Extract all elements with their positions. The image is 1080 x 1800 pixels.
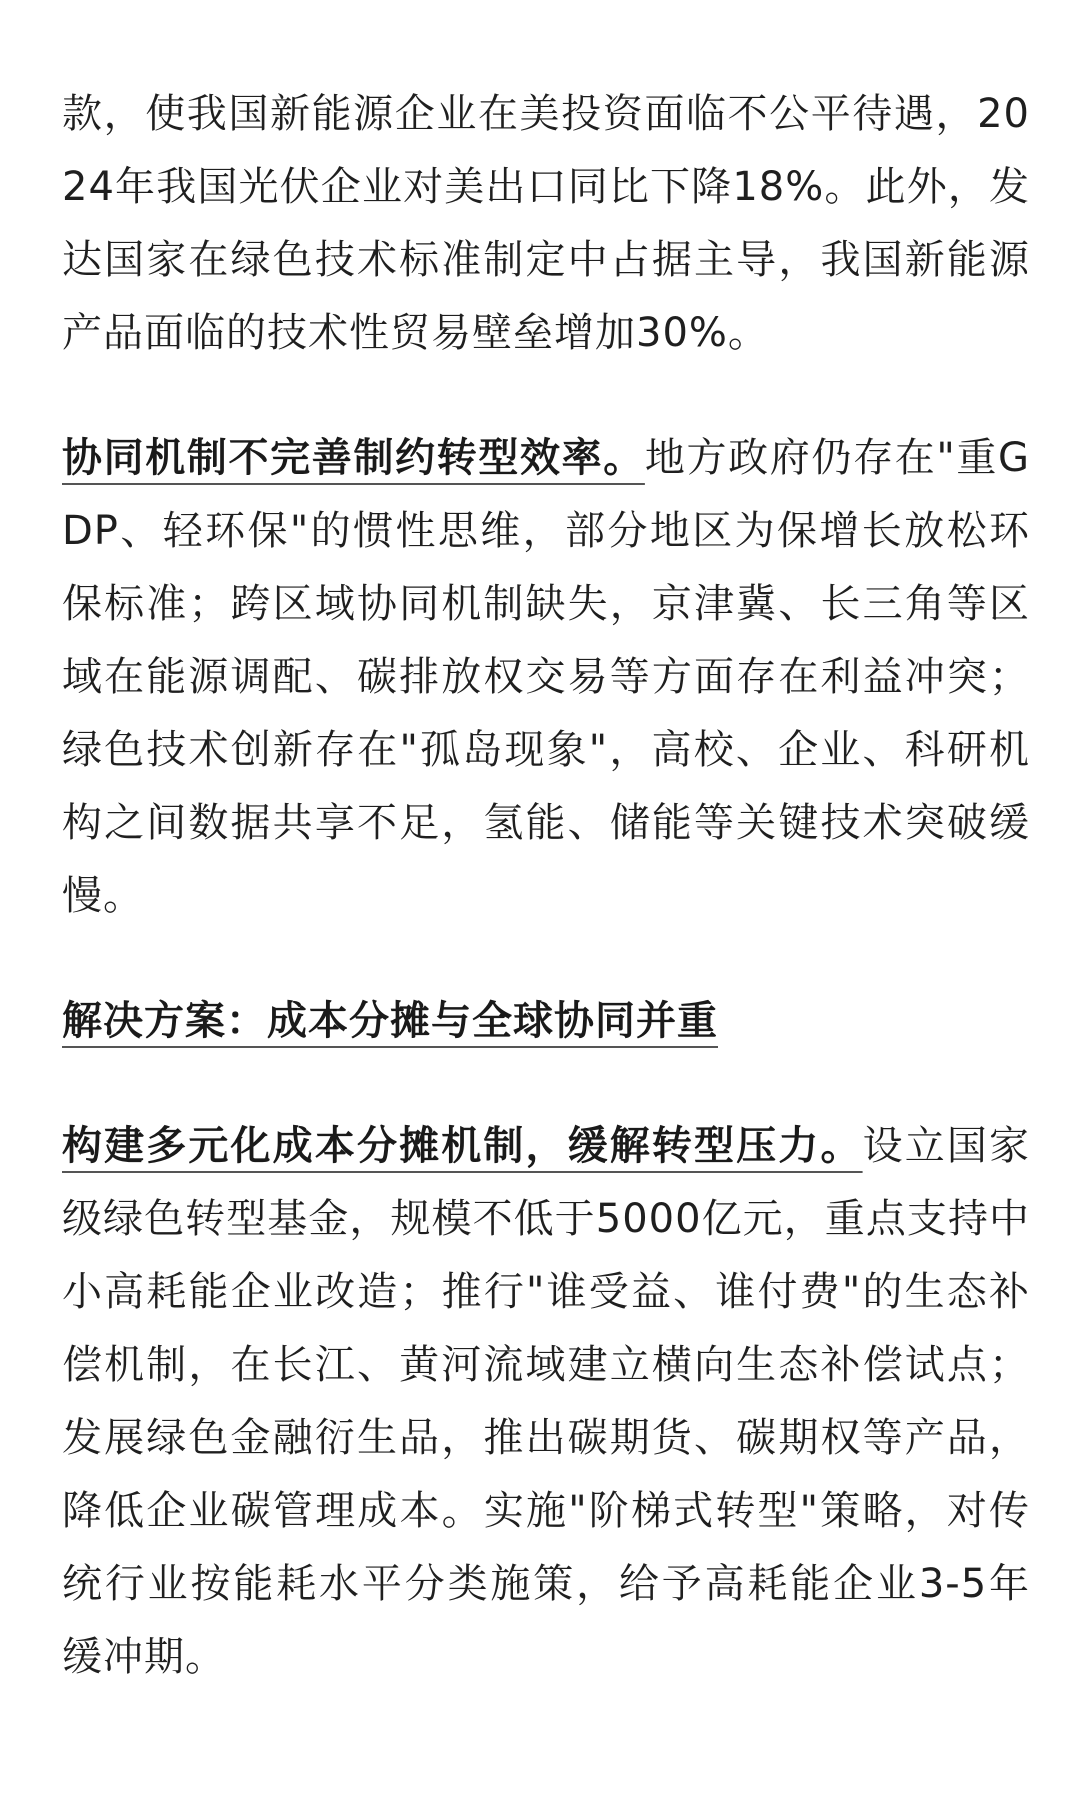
paragraph-trade-barriers: 款，使我国新能源企业在美投资面临不公平待遇，2024年我国光伏企业对美出口同比下降18%。此外，发达国家在绿色技术标准制定中占据主导，我国新能源产品面临的技术性贸易壁垒增加30%。 [62, 91, 1030, 356]
paragraph-body-cost-sharing: 设立国家级绿色转型基金，规模不低于5000亿元，重点支持中小高耗能企业改造；推行"谁受益、谁付费"的生态补偿机制，在长江、黄河流域建立横向生态补偿试点；发展绿色金融衍生品，推出碳期货、碳期权等产品，降低企业碳管理成本。实施"阶梯式转型"策略，对传统行业按能耗水平分类施策，给予高耗能企业3-5年缓冲期。 [62, 1123, 1031, 1680]
paragraph-lead-coordination: 协同机制不完善制约转型效率。 [62, 435, 645, 481]
paragraph-body-coordination: 地方政府仍存在"重GDP、轻环保"的惯性思维，部分地区为保增长放松环保标准；跨区域协同机制缺失，京津冀、长三角等区域在能源调配、碳排放权交易等方面存在利益冲突；绿色技术创新存在"孤岛现象"，高校、企业、科研机构之间数据共享不足，氢能、储能等关键技术突破缓慢。 [62, 435, 1030, 919]
paragraph-cost-sharing [62, 1110, 1030, 1694]
section-heading-container [62, 985, 1030, 1058]
paragraph-coordination [62, 422, 1030, 933]
section-heading: 解决方案：成本分摊与全球协同并重 [62, 998, 718, 1044]
article-body [62, 78, 1030, 1694]
paragraph-lead-cost-sharing: 构建多元化成本分摊机制，缓解转型压力。 [62, 1123, 863, 1169]
